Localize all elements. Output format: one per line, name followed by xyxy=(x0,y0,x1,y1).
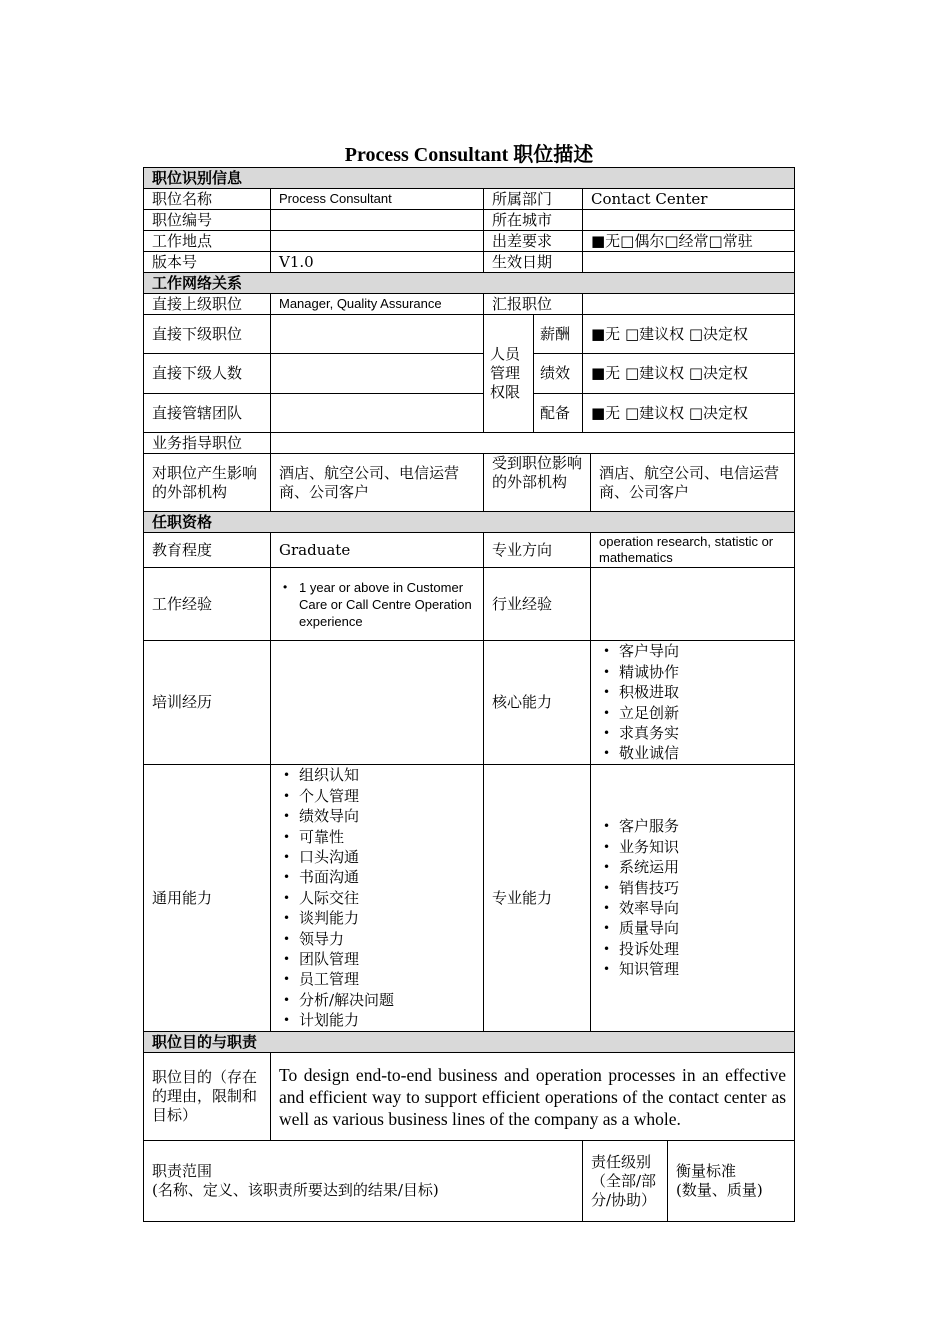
experience-list xyxy=(279,579,475,630)
position-name-value: Process Consultant xyxy=(271,189,484,210)
list-item: • 精诚协作 xyxy=(599,662,786,682)
list-item: • 业务知识 xyxy=(599,837,786,857)
subordinate-count-value xyxy=(271,354,484,394)
purpose-text: To design end-to-end business and operation processes in an effective and efficient way to support efficient operations of the contact center as well as various business lines of the company as a whole. xyxy=(271,1053,795,1141)
list-item: • 口头沟通 xyxy=(279,847,475,867)
department-label: 所属部门 xyxy=(484,189,583,210)
authority-performance-value: ■无 □建议权 □决定权 xyxy=(583,354,795,394)
list-item: • 团队管理 xyxy=(279,949,475,969)
travel-value: ■无□偶尔□经常□常驻 xyxy=(583,231,795,252)
affected-org-label: 受到职位影响的外部机构 xyxy=(484,454,591,512)
affecting-org-label: 对职位产生影响的外部机构 xyxy=(144,454,271,512)
list-item: • 系统运用 xyxy=(599,857,786,877)
section-purpose: 职位目的与职责 xyxy=(144,1032,795,1053)
professional-ability-list xyxy=(599,816,786,979)
list-item: • 组织认知 xyxy=(279,765,475,785)
list-item: • 求真务实 xyxy=(599,723,786,743)
guidance-label: 业务指导职位 xyxy=(144,433,271,454)
list-item: • 销售技巧 xyxy=(599,878,786,898)
measure-sublabel: (数量、质量) xyxy=(676,1181,763,1199)
position-no-value xyxy=(271,210,484,231)
list-item: • 绩效导向 xyxy=(279,806,475,826)
list-item: • 员工管理 xyxy=(279,969,475,989)
authority-salary-label: 薪酬 xyxy=(534,315,583,354)
effective-date-label: 生效日期 xyxy=(484,252,583,273)
section-qualification: 任职资格 xyxy=(144,512,795,533)
guidance-value xyxy=(271,433,795,454)
section-network: 工作网络关系 xyxy=(144,273,795,294)
superior-label: 直接上级职位 xyxy=(144,294,271,315)
report-label: 汇报职位 xyxy=(484,294,583,315)
industry-value xyxy=(591,568,795,641)
version-label: 版本号 xyxy=(144,252,271,273)
affected-org-value: 酒店、航空公司、电信运营商、公司客户 xyxy=(591,454,795,512)
location-value xyxy=(271,231,484,252)
list-item: • 知识管理 xyxy=(599,959,786,979)
list-item: • 领导力 xyxy=(279,929,475,949)
general-ability-list xyxy=(279,765,475,1030)
core-ability-list xyxy=(599,641,786,763)
authority-performance-label: 绩效 xyxy=(534,354,583,394)
experience-value xyxy=(271,568,484,641)
authority-label: 人员管理权限 xyxy=(484,315,534,433)
general-ability-label: 通用能力 xyxy=(144,765,271,1032)
list-item: • 1 year or above in Customer Care or Call Centre Operation experience xyxy=(279,579,475,630)
subordinate-count-label: 直接下级人数 xyxy=(144,354,271,394)
education-value: Graduate xyxy=(271,533,484,568)
list-item: • 积极进取 xyxy=(599,682,786,702)
purpose-label: 职位目的（存在的理由，限制和目标） xyxy=(144,1053,271,1141)
list-item: • 个人管理 xyxy=(279,786,475,806)
document-title: Process Consultant 职位描述 xyxy=(344,144,594,166)
authority-staffing-label: 配备 xyxy=(534,394,583,433)
list-item: • 立足创新 xyxy=(599,703,786,723)
scope-sublabel: (名称、定义、该职责所要达到的结果/目标) xyxy=(152,1181,439,1199)
position-no-label: 职位编号 xyxy=(144,210,271,231)
general-ability-value xyxy=(271,765,484,1032)
team-label: 直接管辖团队 xyxy=(144,394,271,433)
major-value: operation research, statistic or mathematics xyxy=(591,533,795,568)
measure-label: 衡量标准 xyxy=(676,1162,737,1180)
list-item: • 计划能力 xyxy=(279,1010,475,1030)
subordinate-label: 直接下级职位 xyxy=(144,315,271,354)
scope-header xyxy=(144,1141,583,1222)
list-item: • 客户服务 xyxy=(599,816,786,836)
superior-value: Manager, Quality Assurance xyxy=(271,294,484,315)
core-ability-label: 核心能力 xyxy=(484,641,591,765)
list-item: • 敬业诚信 xyxy=(599,743,786,763)
professional-ability-label: 专业能力 xyxy=(484,765,591,1032)
list-item: • 效率导向 xyxy=(599,898,786,918)
responsibility-level-header: 责任级别（全部/部分/协助） xyxy=(583,1141,668,1222)
list-item: • 客户导向 xyxy=(599,641,786,661)
core-ability-value xyxy=(591,641,795,765)
position-name-label: 职位名称 xyxy=(144,189,271,210)
travel-label: 出差要求 xyxy=(484,231,583,252)
scope-label: 职责范围 xyxy=(152,1162,213,1180)
city-value xyxy=(583,210,795,231)
list-item: • 可靠性 xyxy=(279,827,475,847)
measure-header xyxy=(668,1141,795,1222)
professional-ability-value xyxy=(591,765,795,1032)
team-value xyxy=(271,394,484,433)
authority-staffing-value: ■无 □建议权 □决定权 xyxy=(583,394,795,433)
list-item: • 人际交往 xyxy=(279,888,475,908)
training-label: 培训经历 xyxy=(144,641,271,765)
section-id-info: 职位识别信息 xyxy=(144,168,795,189)
report-value xyxy=(583,294,795,315)
city-label: 所在城市 xyxy=(484,210,583,231)
job-description-table xyxy=(143,167,795,1222)
list-item: • 谈判能力 xyxy=(279,908,475,928)
location-label: 工作地点 xyxy=(144,231,271,252)
affecting-org-value: 酒店、航空公司、电信运营商、公司客户 xyxy=(271,454,484,512)
list-item: • 书面沟通 xyxy=(279,867,475,887)
education-label: 教育程度 xyxy=(144,533,271,568)
effective-date-value xyxy=(583,252,795,273)
list-item: • 分析/解决问题 xyxy=(279,990,475,1010)
authority-salary-value: ■无 □建议权 □决定权 xyxy=(583,315,795,354)
industry-label: 行业经验 xyxy=(484,568,591,641)
experience-label: 工作经验 xyxy=(144,568,271,641)
list-item: • 质量导向 xyxy=(599,918,786,938)
list-item: • 投诉处理 xyxy=(599,939,786,959)
subordinate-value xyxy=(271,315,484,354)
version-value: V1.0 xyxy=(271,252,484,273)
department-value: Contact Center xyxy=(583,189,795,210)
training-value xyxy=(271,641,484,765)
major-label: 专业方向 xyxy=(484,533,591,568)
